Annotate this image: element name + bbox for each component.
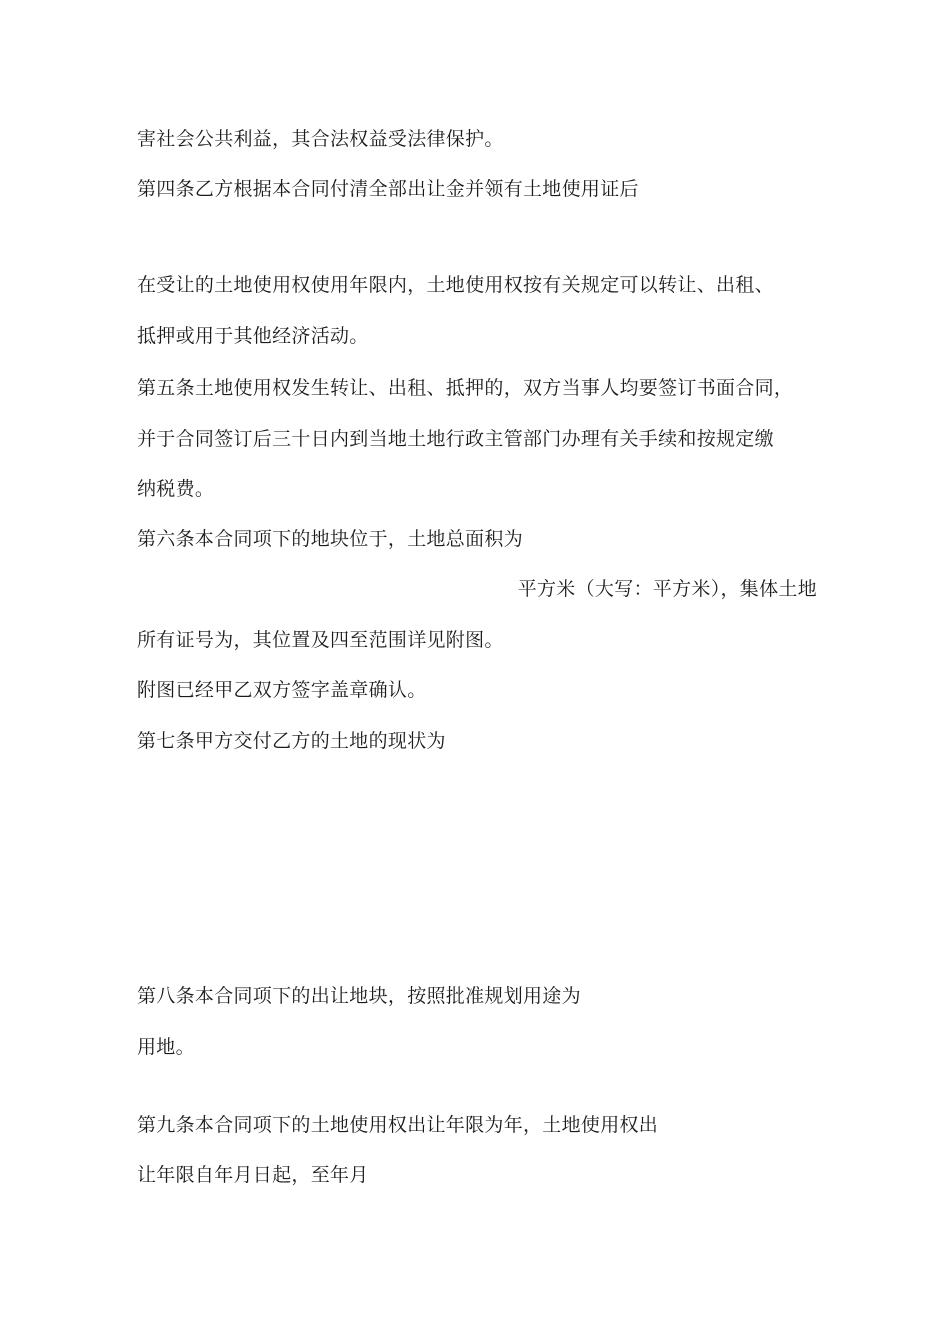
text-line-9: 平方米（大写：平方米），集体土地 xyxy=(517,578,817,600)
text-line-8: 第六条本合同项下的地块位于，土地总面积为 xyxy=(137,528,524,550)
text-line-14: 用地。 xyxy=(137,1036,195,1058)
text-line-6: 并于合同签订后三十日内到当地土地行政主管部门办理有关手续和按规定缴 xyxy=(137,428,774,450)
text-line-5: 第五条土地使用权发生转让、出租、抵押的，双方当事人均要签订书面合同， xyxy=(137,377,794,399)
text-line-16: 让年限自年月日起，至年月 xyxy=(137,1164,369,1186)
text-line-10: 所有证号为，其位置及四至范围详见附图。 xyxy=(137,629,504,651)
text-line-7: 纳税费。 xyxy=(137,478,215,500)
text-line-15: 第九条本合同项下的土地使用权出让年限为年，土地使用权出 xyxy=(137,1114,659,1136)
text-line-1: 害社会公共利益，其合法权益受法律保护。 xyxy=(137,128,504,150)
text-line-2: 第四条乙方根据本合同付清全部出让金并领有土地使用证后 xyxy=(137,178,639,200)
text-line-13: 第八条本合同项下的出让地块，按照批准规划用途为 xyxy=(137,985,581,1007)
text-line-11: 附图已经甲乙双方签字盖章确认。 xyxy=(137,679,427,701)
text-line-3: 在受让的土地使用权使用年限内，土地使用权按有关规定可以转让、出租、 xyxy=(137,274,774,296)
text-line-12: 第七条甲方交付乙方的土地的现状为 xyxy=(137,730,446,752)
text-line-4: 抵押或用于其他经济活动。 xyxy=(137,325,369,347)
